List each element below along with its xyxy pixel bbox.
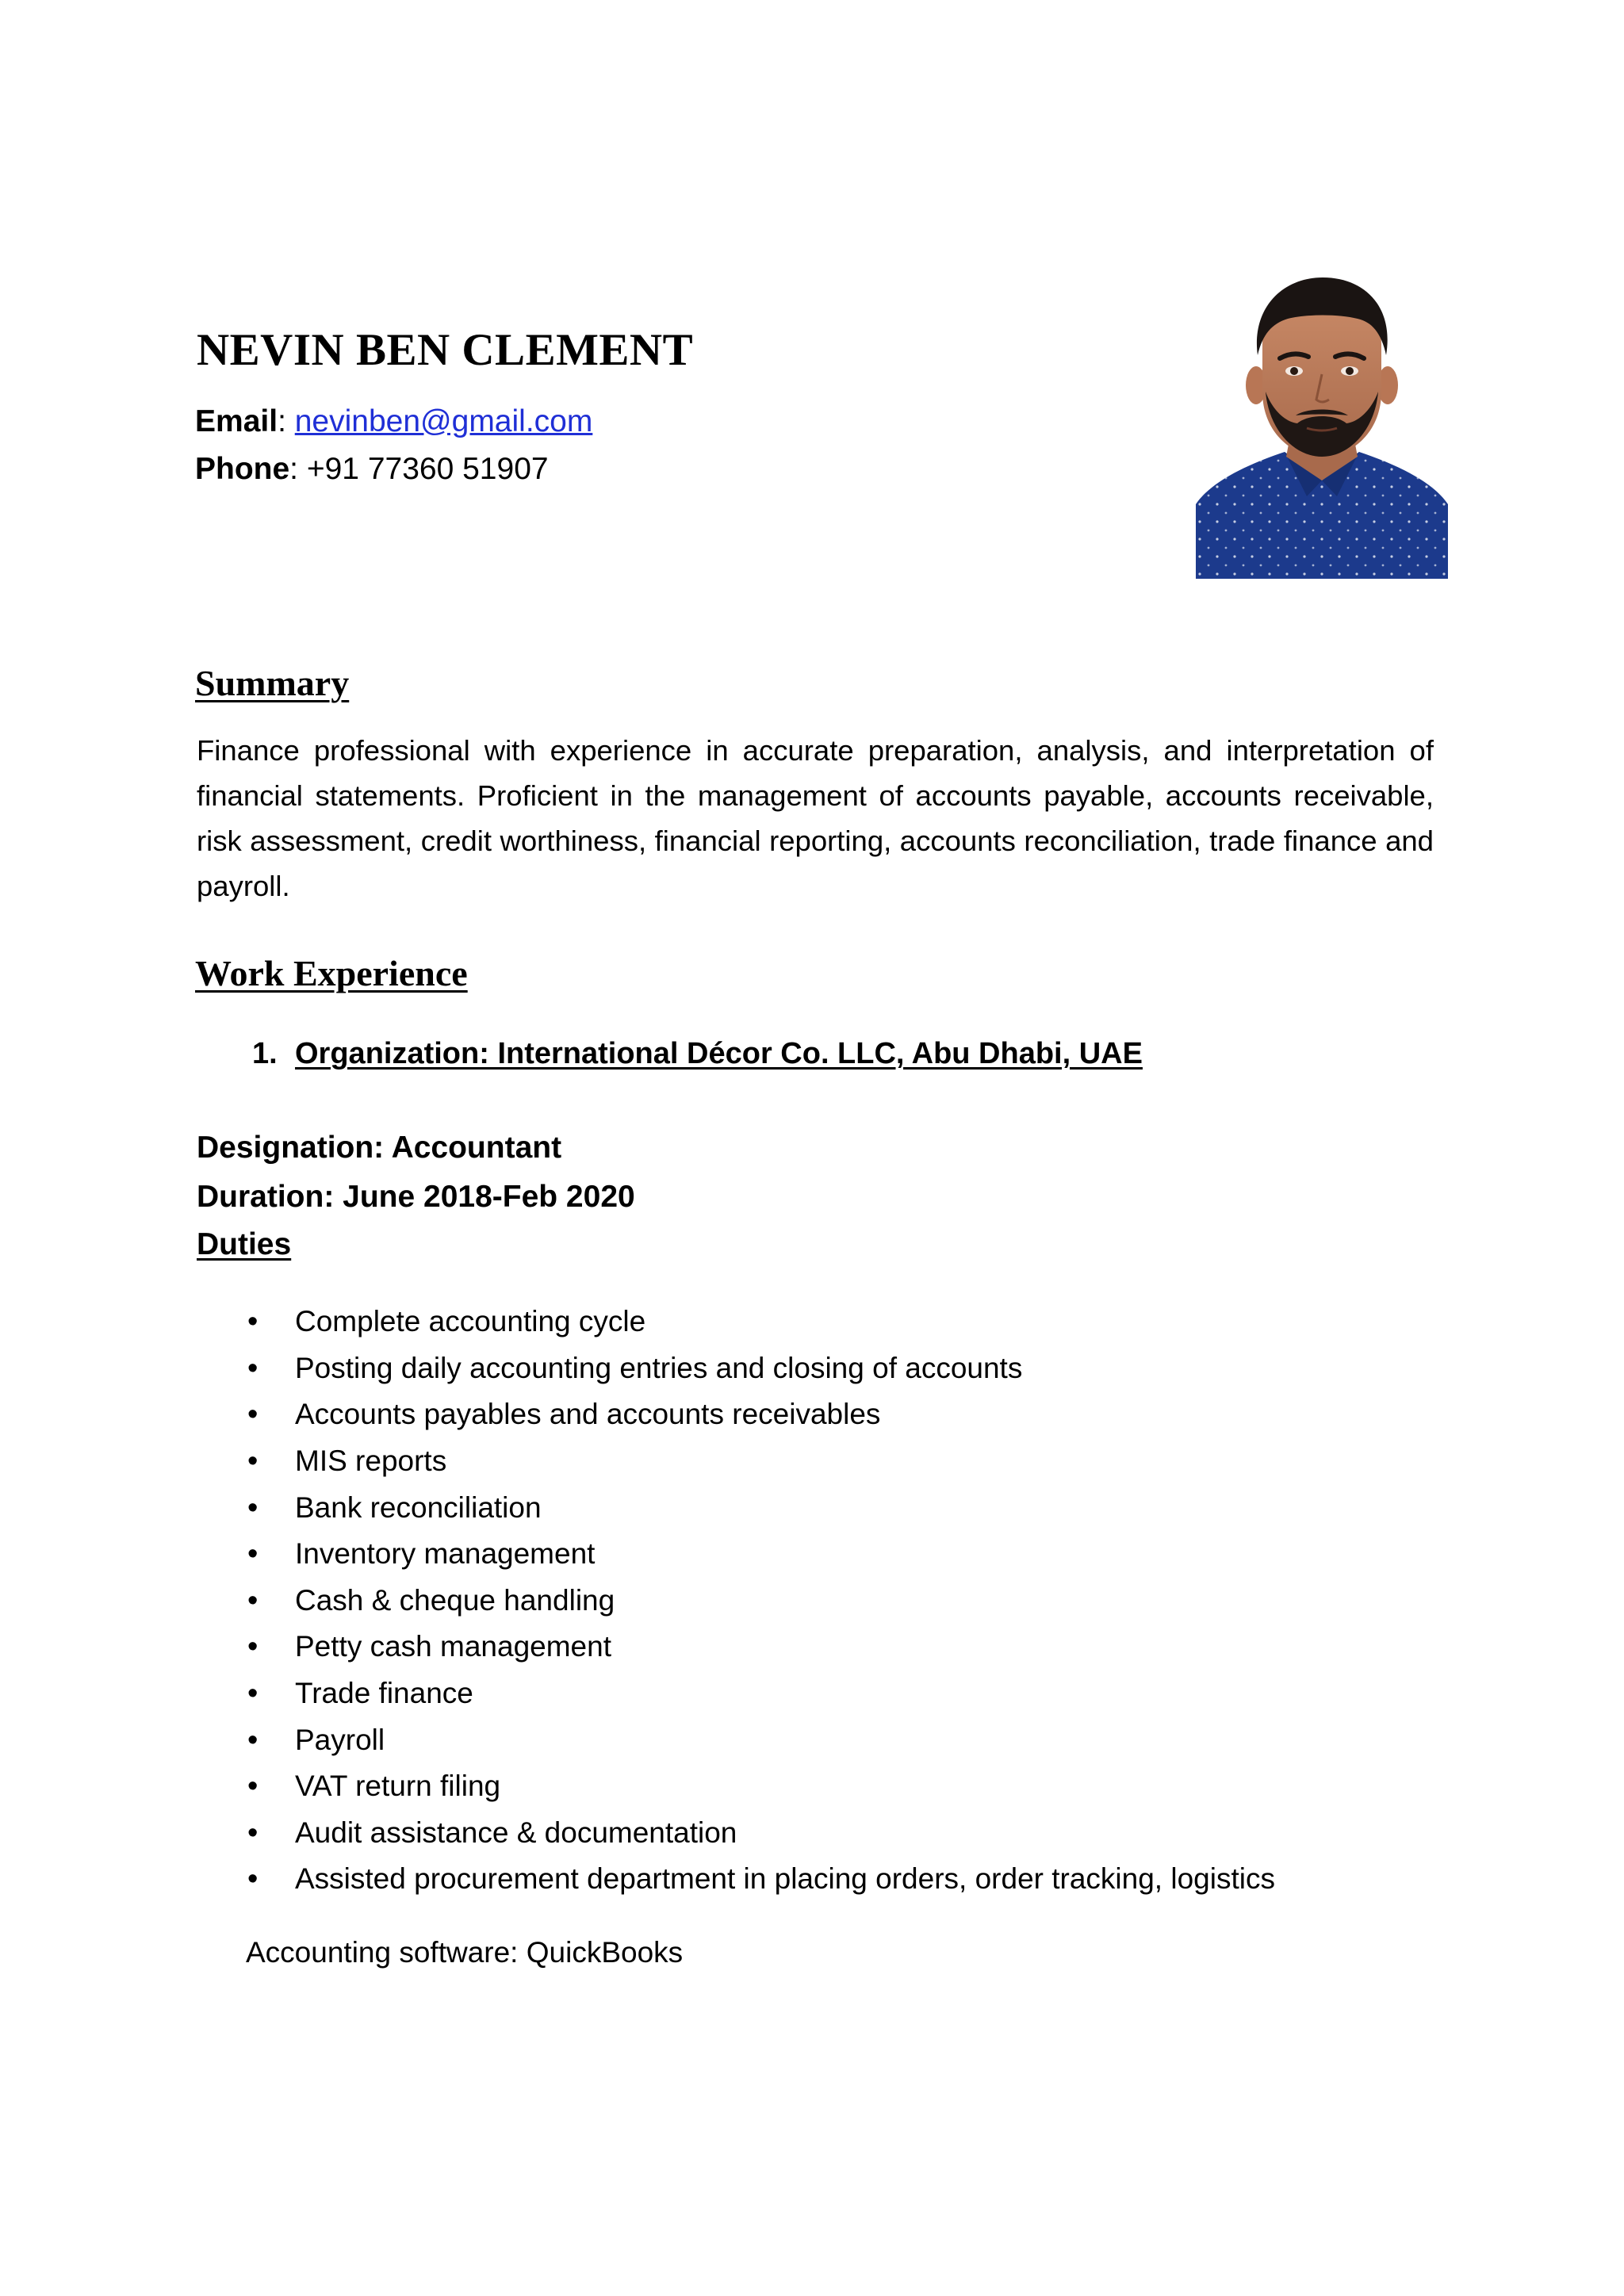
bullet-icon: • [247,1445,259,1479]
candidate-name: NEVIN BEN CLEMENT [197,325,694,375]
email-link[interactable]: nevinben@gmail.com [294,404,593,438]
list-item [238,1391,1275,1438]
bullet-icon: • [247,1816,259,1850]
bullet-icon: • [247,1677,259,1711]
bullet-icon: • [247,1351,259,1385]
summary-heading: Summary [195,663,350,703]
phone-value: +91 77360 51907 [306,452,549,486]
accounting-software-line: Accounting software: QuickBooks [246,1936,684,1969]
bullet-icon: • [247,1398,259,1432]
duration-value: June 2018-Feb 2020 [343,1180,635,1214]
bullet-icon: • [247,1537,259,1571]
job-number: 1. [252,1037,278,1070]
duty-text: Posting daily accounting entries and closing of accounts [295,1351,1023,1384]
email-label: Email [195,404,278,438]
duty-text: VAT return filing [295,1770,501,1803]
duty-text: Bank reconciliation [295,1490,542,1524]
phone-label: Phone [195,452,290,486]
profile-photo [1196,273,1448,579]
bullet-icon: • [247,1490,259,1525]
list-item [238,1670,1275,1717]
phone-line: Phone: +91 77360 51907 [195,452,549,486]
designation-value: Accountant [391,1131,562,1165]
bullet-icon: • [247,1770,259,1804]
duty-text: Audit assistance & documentation [295,1816,737,1849]
list-item [238,1716,1275,1763]
list-item [238,1345,1275,1392]
duty-text: Assisted procurement department in placing orders, order tracking, logistics [295,1862,1275,1896]
list-item [238,1578,1275,1624]
email-line: Email: nevinben@gmail.com [195,404,593,438]
list-item [238,1624,1275,1670]
list-item [238,1484,1275,1531]
list-item [238,1856,1275,1903]
organization-text: Organization: International Décor Co. LLC, Abu Dhabi, UAE [295,1037,1143,1070]
duty-text: MIS reports [295,1445,447,1478]
job-organization [252,1031,1143,1077]
list-item [238,1438,1275,1485]
duty-text: Cash & cheque handling [295,1583,615,1617]
duration-line [197,1173,635,1221]
duty-text: Payroll [295,1723,385,1756]
duties-list [238,1299,1275,1903]
bullet-icon: • [247,1630,259,1664]
bullet-icon: • [247,1305,259,1339]
bullet-icon: • [247,1723,259,1757]
list-item [238,1299,1275,1345]
summary-text: Finance professional with experience in accurate preparation, analysis, and interpretation of financial statements. Proficient in the management of accounts payable, accounts receivable, risk assessment, credit worthiness, financial reporting, accounts reconciliation, trade finance and payroll. [197,734,1434,902]
designation-line [197,1124,561,1172]
bullet-icon: • [247,1862,259,1896]
duty-text: Complete accounting cycle [295,1305,646,1338]
designation-label: Designation: [197,1131,385,1165]
list-item [238,1531,1275,1578]
list-item [238,1763,1275,1810]
bullet-icon: • [247,1583,259,1617]
duty-text: Accounts payables and accounts receivables [295,1398,881,1431]
duty-text: Petty cash management [295,1630,611,1663]
duration-label: Duration: [197,1180,335,1214]
duty-text: Inventory management [295,1537,596,1571]
work-experience-heading: Work Experience [195,953,468,993]
duties-heading: Duties [197,1227,292,1261]
list-item [238,1810,1275,1857]
duty-text: Trade finance [295,1677,473,1710]
